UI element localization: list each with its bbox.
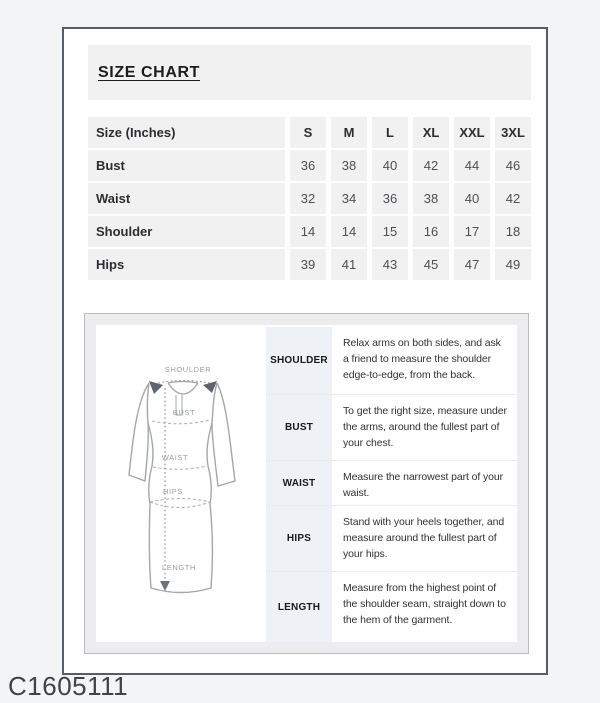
table-cell: 14 <box>331 216 367 247</box>
row-label: Waist <box>88 183 285 214</box>
table-cell: 49 <box>495 249 531 280</box>
measurement-instructions <box>266 327 517 642</box>
table-cell: 45 <box>413 249 449 280</box>
table-header-cell: XL <box>413 117 449 148</box>
table-cell: 17 <box>454 216 490 247</box>
table-cell: 14 <box>290 216 326 247</box>
table-header-cell: Size (Inches) <box>88 117 285 148</box>
table-cell: 36 <box>290 150 326 181</box>
measurement-guide-box <box>84 313 529 654</box>
table-cell: 42 <box>413 150 449 181</box>
catalog-code: C1605111 <box>8 671 129 701</box>
size-chart-card <box>62 27 548 675</box>
table-row-hips <box>88 249 531 280</box>
guide-label: SHOULDER <box>266 327 332 394</box>
table-cell: 42 <box>495 183 531 214</box>
table-cell: 41 <box>331 249 367 280</box>
figure-label-length: LENGTH <box>161 563 197 572</box>
guide-row-length <box>266 572 517 642</box>
guide-description: Measure from the highest point of the shoulder seam, straight down to the hem of the garment. <box>343 582 506 626</box>
guide-description: Measure the narrowest part of your waist. <box>343 471 504 499</box>
table-cell: 40 <box>454 183 490 214</box>
guide-row-shoulder <box>266 327 517 395</box>
figure-label-hips: HIPS <box>163 487 183 496</box>
table-cell: 43 <box>372 249 408 280</box>
guide-label: HIPS <box>266 506 332 571</box>
guide-label: BUST <box>266 395 332 460</box>
table-cell: 36 <box>372 183 408 214</box>
size-table <box>88 117 531 282</box>
table-row-shoulder <box>88 216 531 247</box>
table-cell: 18 <box>495 216 531 247</box>
table-cell: 15 <box>372 216 408 247</box>
table-header-cell: L <box>372 117 408 148</box>
figure-label-bust: BUST <box>172 408 196 417</box>
table-cell: 38 <box>413 183 449 214</box>
guide-row-waist <box>266 461 517 506</box>
table-cell: 34 <box>331 183 367 214</box>
table-cell: 47 <box>454 249 490 280</box>
table-row-bust <box>88 150 531 181</box>
table-cell: 46 <box>495 150 531 181</box>
guide-row-bust <box>266 395 517 461</box>
guide-label: WAIST <box>266 461 332 505</box>
table-cell: 44 <box>454 150 490 181</box>
guide-row-hips <box>266 506 517 572</box>
page-title: SIZE CHART <box>98 63 200 81</box>
table-header-cell: S <box>290 117 326 148</box>
table-cell: 32 <box>290 183 326 214</box>
row-label: Shoulder <box>88 216 285 247</box>
table-cell: 16 <box>413 216 449 247</box>
figure-label-waist: WAIST <box>161 453 189 462</box>
guide-description: Relax arms on both sides, and ask a friend to measure the shoulder edge-to-edge, from the back. <box>343 337 501 381</box>
guide-label: LENGTH <box>266 572 332 642</box>
measurement-guide-content <box>96 325 517 642</box>
figure-label-shoulder: SHOULDER <box>164 365 212 374</box>
table-cell: 38 <box>331 150 367 181</box>
kurti-diagram <box>96 325 266 642</box>
table-cell: 40 <box>372 150 408 181</box>
title-band <box>88 45 531 100</box>
table-cell: 39 <box>290 249 326 280</box>
guide-description: Stand with your heels together, and measure around the fullest part of your hips. <box>343 516 505 560</box>
garment-figure <box>96 325 266 642</box>
guide-description: To get the right size, measure under the arms, around the fullest part of your chest. <box>343 405 507 449</box>
table-row-waist <box>88 183 531 214</box>
table-header-cell: M <box>331 117 367 148</box>
table-header-cell: XXL <box>454 117 490 148</box>
table-header-cell: 3XL <box>495 117 531 148</box>
row-label: Bust <box>88 150 285 181</box>
table-header-row <box>88 117 531 148</box>
row-label: Hips <box>88 249 285 280</box>
